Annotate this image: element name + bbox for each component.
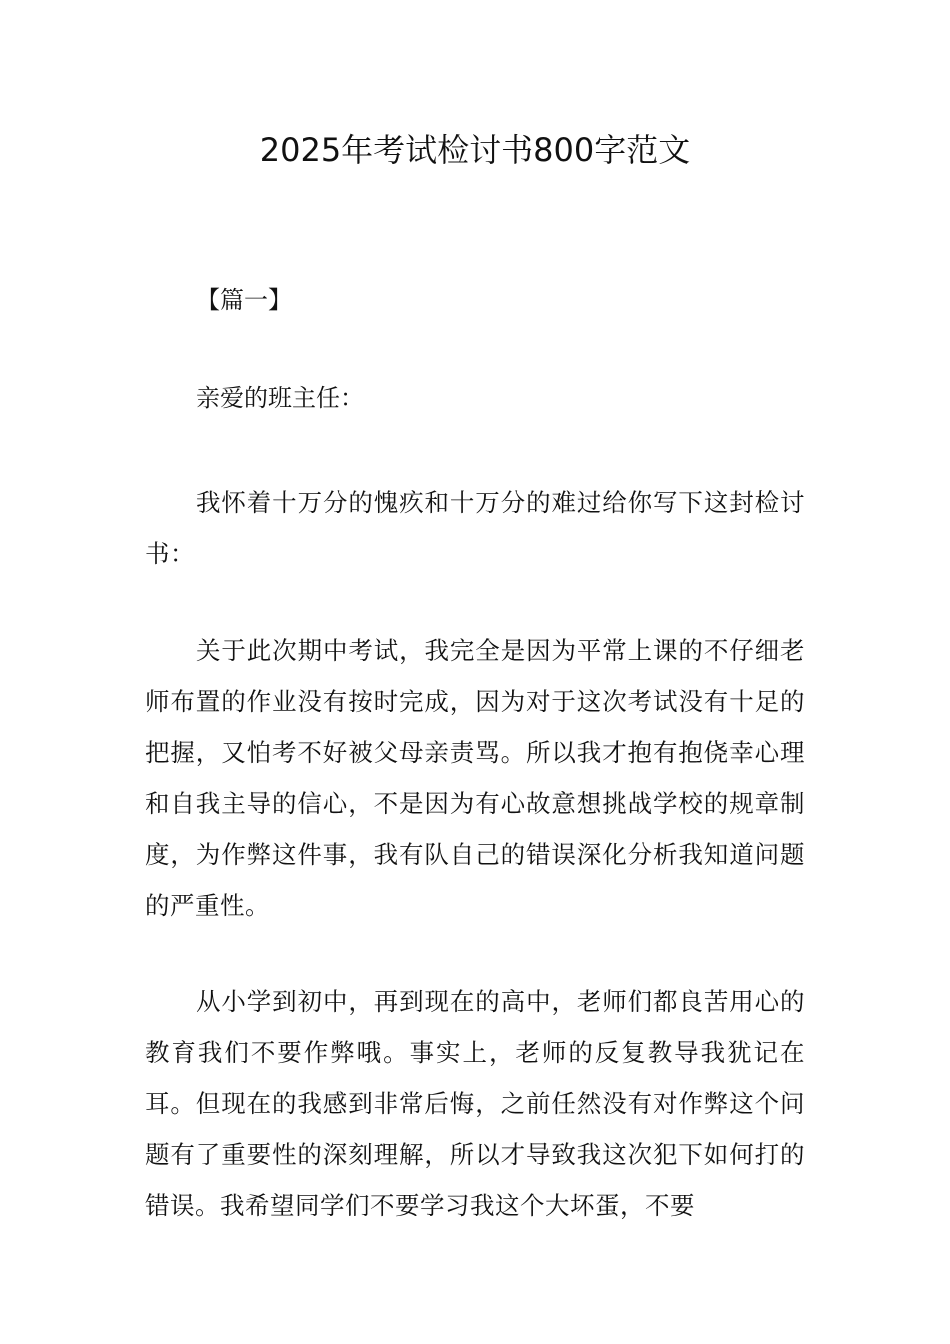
section-heading: 【篇一】 [196,286,292,314]
body-paragraph-2: 关于此次期中考试，我完全是因为平常上课的不仔细老师布置的作业没有按时完成，因为对于这次考试没有十足的把握，又怕考不好被父母亲责骂。所以我才抱有抱侥幸心理和自我主导的信心，不是因为有心故意想挑战学校的规章制度，为作弊这件事，我有队自己的错误深化分析我知道问题的严重性。 [145,636,805,920]
salutation: 亲爱的班主任： [196,384,364,412]
body-paragraph-1: 我怀着十万分的愧疚和十万分的难过给你写下这封检讨书： [145,488,805,568]
document-title: 2025年考试检讨书800字范文 [259,131,691,169]
body-paragraph-3: 从小学到初中，再到现在的高中，老师们都良苦用心的教育我们不要作弊哦。事实上，老师的反复教导我犹记在耳。但现在的我感到非常后悔，之前任然没有对作弊这个问题有了重要性的深刻理解，所以才导致我这次犯下如何打的错误。我希望同学们不要学习我这个大坏蛋，不要 [145,987,805,1220]
